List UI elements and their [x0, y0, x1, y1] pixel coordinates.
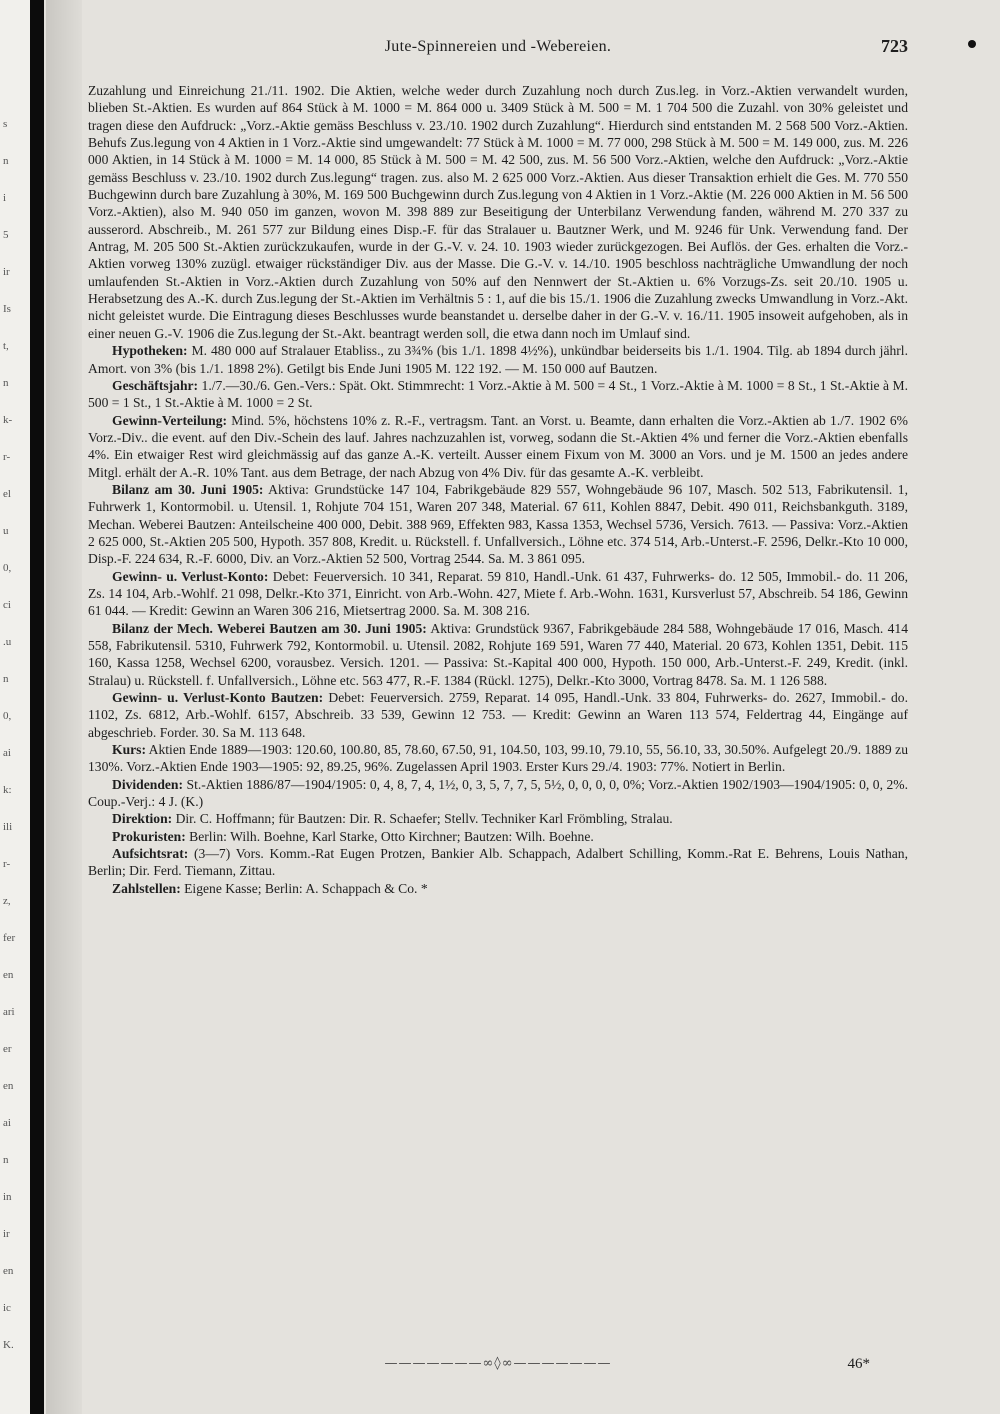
paragraph	[88, 880, 908, 897]
edge-fragment: in	[3, 1191, 12, 1203]
edge-fragment: ci	[3, 599, 11, 611]
edge-fragment: en	[3, 1080, 14, 1092]
edge-fragment: fer	[3, 932, 16, 944]
section-lead: Gewinn- u. Verlust-Konto Bautzen:	[112, 690, 324, 706]
section-lead: Kurs:	[112, 742, 146, 758]
edge-fragment: n	[3, 155, 9, 167]
paragraph-text: Zuzahlung und Einreichung 21./11. 1902. Die Aktien, welche weder durch Zuzahlung noch durch Zus.leg. in Vorz.-Aktien verwandelt wurden, blieben St.-Aktien. Es wurden auf 864 Stück à M. 1000 = M. 864 000 u. 3409 Stück à M. 500 = M. 1 704 500 die Zuzahl. von 30% geleistet und tragen diese den Aufdruck: „Vorz.-Aktie gemäss Beschluss v. 23./10. 1902 durch Zuzahlung“. Hierdurch sind entstanden M. 2 568 500 Vorz.-Aktien. Behufs Zus.legung von 4 Aktien in 1 Vorz.-Aktie sind umgewandelt: 77 Stück à M. 1000 = M. 77 000, 298 Stück à M. 500 = M. 149 000, zus. M. 226 000 Aktien, in 14 Stück à M. 1000 = M. 14 000, 85 Stück à M. 500 = M. 42 500, zus. M. 56 500 Vorz.-Aktien, welche den Aufdruck: „Vorz.-Aktie gemäss Beschluss v. 23./10. 1902 durch Zus.legung“ tragen. zus. also M. 2 625 000 Vorz.-Aktien. Aus dieser Transaktion erhielt die Ges. M. 770 550 Buchgewinn durch bare Zuzahlung à 30%, M. 169 500 Buchgewinn durch Zus.legung von 4 Aktien in 1 Vorz.-Aktie (M. 226 000 Aktien in M. 56 500 Vorz.-Aktien), also M. 940 050 im ganzen, wovon M. 398 889 zur Beseitigung der Unterbilanz Verwendung fanden, während M. 270 337 zu ausserord. Abschreib., M. 261 577 zur Bildung eines Disp.-F. für das Stralauer u. Bautzner Werk, und M. 9246 für Unk. Verwendung fand. Der Antrag, M. 205 500 St.-Aktien zurückzukaufen, wurde in der G.-V. v. 24. 10. 1903 wieder zurückgezogen. Bei Auflös. der Ges. erhalten die Vorz.-Aktien vorweg 130% zuzügl. etwaiger rückständiger Div. aus der Masse. Die G.-V. v. 14./10. 1905 beschloss nachträgliche Umwandlung der noch umlaufenden St.-Aktien in Vorz.-Aktien durch Zuzahlung von 50% auf den Nennwert der St.-Aktien u. 6% Vorzugs-Zs. seit 20./10. 1905 u. Herabsetzung des A.-K. durch Zus.legung der St.-Aktien im Verhältnis 5 : 1, auf die bis 15./1. 1906 die Zuzahlung zwecks Umwandlung in Vorz.-Akt. nicht geleistet wurde. Die Eintragung dieses Beschlusses wurde beanstandet u. derselbe daher in der G.-V. v. 16./11. 1905 insoweit aufgehoben, als in einer neuen G.-V. 1906 die Zus.legung der St.-Akt. beantragt werden soll, die etwa dann noch im Umlauf sind.	[88, 83, 908, 341]
edge-fragment: ic	[3, 1302, 11, 1314]
paragraph-text: Dir. C. Hoffmann; für Bautzen: Dir. R. Schaefer; Stellv. Techniker Karl Frömbling, Stralau.	[172, 811, 673, 827]
section-lead: Prokuristen:	[112, 828, 186, 844]
edge-fragment: K.	[3, 1339, 14, 1351]
paragraph	[88, 741, 908, 776]
running-header-title: Jute-Spinnereien und -Webereien.	[384, 38, 612, 55]
edge-fragment: er	[3, 1043, 12, 1055]
edge-fragment: en	[3, 1265, 14, 1277]
running-header	[88, 28, 908, 60]
paragraph-text: Berlin: Wilh. Boehne, Karl Starke, Otto Kirchner; Bautzen: Wilh. Boehne.	[185, 828, 594, 844]
paragraph	[88, 342, 908, 377]
paragraph	[88, 82, 908, 342]
section-lead: Zahlstellen:	[112, 880, 181, 896]
paragraph-text: Debet: Feuerversich. 2759, Reparat. 14 095, Handl.-Unk. 33 804, Fuhrwerks- do. 2627, Immobil.- do. 1102, Zs. 6812, Arb.-Wohlf. 6157, Abschreib. 33 539, Gewinn 12 753. — Kredit: Gewinn an Waren 113 574, Feldertrag 44, Eingänge auf abgeschrieb. Forder. 30. Sa M. 113 648.	[88, 690, 908, 740]
paragraph-text: Aktien Ende 1889—1903: 120.60, 100.80, 85, 78.60, 67.50, 91, 104.50, 103, 99.10, 79.10, 55, 56.10, 33, 30.50%. Aufgelegt 20./9. 1889 zu 130%. Vorz.-Aktien Ende 1903—1905: 92, 89.25, 96%. Zugelassen April 1903. Erster Kurs 29./4. 1903: 77%. Notiert in Berlin.	[88, 742, 908, 775]
paragraph-text: Aktiva: Grundstücke 147 104, Fabrikgebäude 829 557, Wohngebäude 96 107, Masch. 502 513, Fabrikutensil. 1, Fuhrwerk 1, Kontormobil. u. Utensil. 1, Rohjute 704 151, Waren 207 348, Material. 67 611, Kohlen 8847, Debit. 490 011, Reichsbankguth. 3189, Mechan. Weberei Bautzen: Anteilscheine 400 000, Debit. 388 969, Effekten 983, Kassa 1353, Wechsel 5736, Versich. 7613. — Passiva: Vorz.-Aktien 2 625 000, St.-Aktien 205 500, Hypoth. 357 808, Kredit. u. Rückstell. f. Unfallversich., Löhne etc. 374 514, Arb.-Unterst.-F. 2596, Delkr.-Kto 10 000, Disp.-F. 224 634, R.-F. 6000, Div. an Vorz.-Aktien 52 500, Vortrag 2544. Sa. M. 3 861 095.	[88, 481, 908, 567]
paragraph	[88, 412, 908, 481]
edge-fragment: s	[3, 118, 8, 130]
signature-mark: 46*	[847, 1356, 870, 1372]
paragraph	[88, 810, 908, 827]
paragraph	[88, 481, 908, 568]
section-lead: Direktion:	[112, 811, 173, 827]
edge-fragment: en	[3, 969, 14, 981]
edge-fragment: r-	[3, 451, 11, 463]
footer-ornament: ———————∞◊∞———————	[384, 1356, 612, 1371]
paragraph	[88, 377, 908, 412]
edge-fragment: t,	[3, 340, 9, 352]
edge-fragment: ili	[3, 821, 13, 833]
edge-fragment: n	[3, 377, 9, 389]
paragraph-text: Eigene Kasse; Berlin: A. Schappach & Co. *	[180, 880, 428, 896]
book-binding-bar	[30, 0, 44, 1414]
section-lead: Geschäftsjahr:	[112, 377, 199, 393]
section-lead: Dividenden:	[112, 776, 184, 792]
edge-fragment: u	[3, 525, 9, 537]
section-lead: Gewinn- u. Verlust-Konto:	[112, 568, 269, 584]
edge-fragment: k-	[3, 414, 13, 426]
section-lead: Gewinn-Verteilung:	[112, 412, 228, 428]
paragraph	[88, 828, 908, 845]
paragraph-text: Aktiva: Grundstück 9367, Fabrikgebäude 284 588, Wohngebäude 17 016, Masch. 414 558, Fabrikutensil. 5310, Fuhrwerk 792, Kontormobil. u. Utensil. 2082, Rohjute 169 591, Waren 77 440, Material. 20 673, Kohlen 1351, Debit. 115 160, Kassa 1258, Wechsel 6200, vorausbez. Versich. 1201. — Passiva: St.-Kapital 400 000, Hypoth. 150 000, Arb.-Unterst.-F. 249, Kredit. (inkl. Stralau) u. Rückstell. f. Unfallversich., Löhne etc. 563 477, R.-F. 1384 (Rückl. 1275), Delkr.-Kto 3000, Vortrag 8478. Sa. M. 1 126 588.	[88, 620, 909, 688]
edge-fragment: 0,	[3, 710, 12, 722]
section-lead: Aufsichtsrat:	[112, 846, 189, 862]
paragraph-text: M. 480 000 auf Stralauer Etabliss., zu 3¾% (bis 1./1. 1898 4½%), unkündbar beiderseits bis 1./1. 1904. Tilg. ab 1894 durch jährl. Amort. von 3% (bis 1./1. 1898 2%). Getilgt bis Ende Juni 1905 M. 122 192. — M. 150 000 auf Bautzen.	[88, 343, 908, 376]
edge-fragment: r-	[3, 858, 11, 870]
paragraph-text: Debet: Feuerversich. 10 341, Reparat. 59 810, Handl.-Unk. 61 437, Fuhrwerks- do. 12 505, Immobil.- do. 11 206, Zs. 14 104, Arb.-Wohlf. 21 098, Delkr.-Kto 371, Einricht. von Arb.-Wohn. 427, Miete f. Arb.-Wohn. 1631, Kursverlust 57, Abschreib. 54 186, Gewinn 61 044. — Kredit: Gewinn an Waren 306 216, Mietsertrag 2000. Sa. M. 308 216.	[88, 568, 908, 619]
paragraph	[88, 845, 908, 880]
margin-dot-mark	[968, 40, 976, 48]
edge-fragment: .u	[3, 636, 12, 648]
edge-fragment: n	[3, 1154, 9, 1166]
paragraph-text: St.-Aktien 1886/87—1904/1905: 0, 4, 8, 7, 4, 1½, 0, 3, 5, 7, 7, 5, 5½, 0, 0, 0, 0, 0%; Vorz.-Aktien 1902/1903—1904/1905: 0, 0, 2%. Coup.-Verj.: 4 J. (K.)	[88, 776, 908, 810]
paragraph	[88, 689, 908, 741]
edge-fragment: ari	[3, 1006, 15, 1018]
edge-fragment: k:	[3, 784, 12, 796]
edge-fragment: 5	[3, 229, 9, 241]
edge-fragment: Is	[3, 303, 11, 315]
section-lead: Bilanz am 30. Juni 1905:	[112, 481, 264, 497]
page-content	[88, 28, 908, 1398]
edge-fragment: ir	[3, 1228, 10, 1240]
paragraph-text: (3—7) Vors. Komm.-Rat Eugen Protzen, Bankier Alb. Schappach, Adalbert Schilling, Komm.-Rat E. Behrens, Louis Nathan, Berlin; Dir. Ferd. Tiemann, Zittau.	[88, 846, 908, 879]
previous-page-edge-text	[0, 0, 30, 1414]
edge-fragment: ai	[3, 747, 11, 759]
paragraph	[88, 620, 908, 689]
edge-fragment: n	[3, 673, 9, 685]
paragraph	[88, 776, 908, 811]
edge-fragment: el	[3, 488, 11, 500]
edge-fragment: ai	[3, 1117, 11, 1129]
section-lead: Bilanz der Mech. Weberei Bautzen am 30. Juni 1905:	[112, 620, 427, 636]
edge-fragment: ir	[3, 266, 10, 278]
section-lead: Hypotheken:	[112, 343, 188, 359]
body-text	[88, 82, 908, 897]
paragraph-text: 1./7.—30./6. Gen.-Vers.: Spät. Okt. Stimmrecht: 1 Vorz.-Aktie à M. 500 = 4 St., 1 Vorz.-Aktie à M. 1000 = 8 St., 1 St.-Aktie à M. 500 = 1 St., 1 St.-Aktie à M. 1000 = 2 St.	[88, 377, 908, 411]
paragraph-text: Mind. 5%, höchstens 10% z. R.-F., vertragsm. Tant. an Vorst. u. Beamte, dann erhalten die Vorz.-Aktien ab 1./7. 1902 6% Vorz.-Div.. die event. auf den Div.-Schein des lauf. Jahres nachzuzahlen ist, vorweg, sodann die St.-Aktien 4% und ferner die Vorz.-Aktien ebenfalls 4%. Ein etwaiger Rest wird gleichmässig auf das ganze A.-K. verteilt. Ausser einem Fixum von M. 3000 an Vors. und je M. 1500 an jedes andere Mitgl. erhält der A.-R. 10% Tant. aus dem Betrage, der nach Abzug von 4% Div. für das gesamte A.-K. verbleibt.	[88, 412, 908, 480]
edge-fragment: z,	[3, 895, 11, 907]
edge-fragment: 0,	[3, 562, 12, 574]
page-number: 723	[881, 36, 908, 56]
page-gutter-shadow	[46, 0, 82, 1414]
edge-fragment: i	[3, 192, 7, 204]
paragraph	[88, 568, 908, 620]
